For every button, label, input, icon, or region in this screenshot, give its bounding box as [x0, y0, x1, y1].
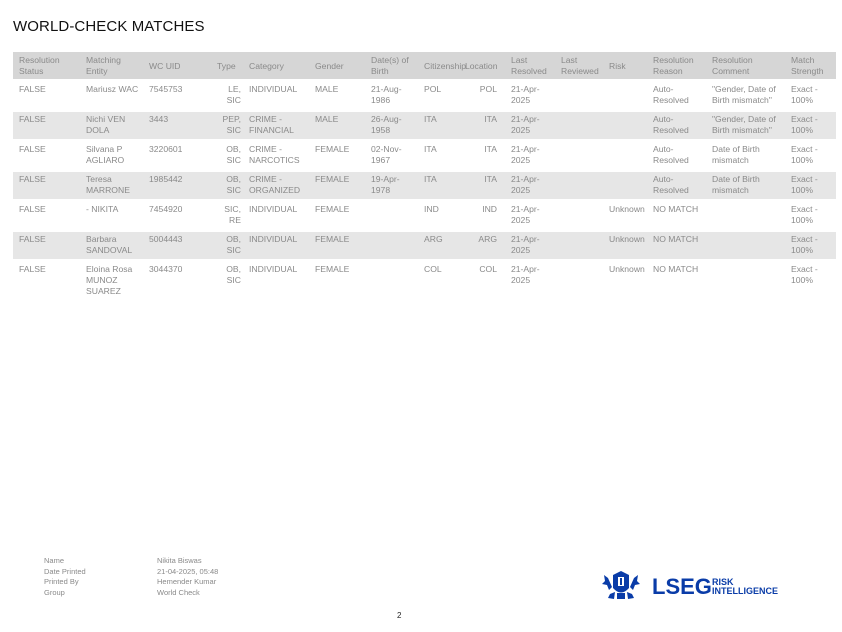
logo-line2: INTELLIGENCE — [712, 586, 779, 596]
footer-label-printed-by: Printed By — [44, 577, 79, 586]
cell-match-strength: Exact - 100% — [791, 144, 818, 165]
table-row — [13, 142, 836, 169]
cell-wc-uid: 5004443 — [143, 232, 211, 259]
header-last-reviewed: Last Reviewed — [555, 52, 603, 79]
cell-match-strength: Exact - 100% — [785, 172, 836, 199]
cell-category: CRIME - NARCOTICS — [249, 144, 300, 165]
cell-location: IND — [482, 204, 497, 214]
cell-last-reviewed — [555, 172, 603, 199]
cell-matching-entity: Barbara SANDOVAL — [80, 232, 143, 259]
table-row — [13, 232, 836, 259]
cell-dob — [365, 202, 418, 229]
header-type: Type — [211, 52, 243, 79]
logo-brand: LSEG — [652, 574, 712, 599]
cell-last-reviewed — [555, 142, 603, 169]
header-last-resolved: Last Resolved — [505, 52, 555, 79]
cell-wc-uid: 1985442 — [143, 172, 211, 199]
cell-type: PEP, SIC — [211, 112, 243, 139]
cell-last-reviewed — [555, 82, 603, 109]
cell-category: CRIME - ORGANIZED — [243, 172, 309, 199]
cell-wc-uid: 3443 — [143, 112, 211, 139]
cell-category: INDIVIDUAL — [249, 204, 298, 214]
cell-resolution-comment — [706, 232, 785, 259]
cell-gender: FEMALE — [309, 172, 365, 199]
cell-resolution-status: FALSE — [13, 112, 80, 139]
table-row — [13, 82, 836, 109]
crest-icon — [602, 571, 640, 599]
page-number: 2 — [397, 611, 402, 620]
cell-category: INDIVIDUAL — [249, 264, 298, 274]
cell-matching-entity: - NIKITA — [86, 204, 119, 214]
cell-resolution-reason: Auto-Resolved — [653, 144, 689, 165]
header-gender: Gender — [309, 52, 365, 79]
cell-citizenship: COL — [424, 264, 442, 274]
header-matching-entity: Matching Entity — [80, 52, 143, 79]
header-wc-uid: WC UID — [143, 52, 211, 79]
cell-resolution-reason: NO MATCH — [653, 204, 699, 214]
cell-last-resolved: 21-Apr-2025 — [511, 264, 540, 285]
cell-type: OB, SIC — [226, 144, 241, 165]
footer-value-group: World Check — [157, 587, 200, 597]
cell-resolution-comment: Date of Birth mismatch — [712, 144, 760, 165]
cell-resolution-reason: Auto-Resolved — [653, 84, 689, 105]
cell-match-strength: Exact - 100% — [791, 264, 818, 285]
cell-location: ITA — [459, 112, 505, 139]
cell-gender: FEMALE — [315, 144, 350, 154]
cell-matching-entity: Eloina Rosa MUNOZ SUAREZ — [86, 264, 133, 296]
cell-dob: 21-Aug-1986 — [371, 84, 402, 105]
cell-resolution-status: FALSE — [13, 172, 80, 199]
header-location: Location — [459, 52, 505, 79]
cell-dob: 19-Apr-1978 — [365, 172, 418, 199]
header-citizenship: Citizenship — [418, 52, 459, 79]
cell-resolution-reason: Auto-Resolved — [647, 172, 706, 199]
logo-line1: RISK — [712, 577, 734, 587]
cell-risk: Unknown — [609, 204, 645, 214]
footer-value-date: 21-04-2025, 05:48 — [157, 566, 219, 576]
table-row — [13, 172, 836, 199]
cell-gender: MALE — [315, 84, 339, 94]
cell-dob — [365, 262, 418, 300]
header-match-strength: Match Strength — [785, 52, 836, 79]
cell-last-resolved: 21-Apr-2025 — [505, 172, 555, 199]
footer-value-printed-by: Hemender Kumar — [157, 577, 217, 586]
world-check-matches-table — [13, 49, 836, 303]
cell-match-strength: Exact - 100% — [791, 204, 818, 225]
table-header-row — [13, 52, 836, 79]
table-row — [13, 112, 836, 139]
cell-last-resolved: 21-Apr-2025 — [511, 144, 540, 165]
cell-wc-uid: 3220601 — [149, 144, 183, 154]
cell-resolution-comment: "Gender, Date of Birth mismatch" — [712, 84, 776, 105]
footer-label-date: Date Printed — [44, 566, 86, 576]
cell-type: OB, SIC — [226, 264, 241, 285]
cell-location: COL — [479, 264, 497, 274]
cell-matching-entity: Mariusz WAC — [86, 84, 139, 94]
cell-last-reviewed — [555, 232, 603, 259]
cell-last-resolved: 21-Apr-2025 — [505, 112, 555, 139]
cell-category: INDIVIDUAL — [243, 232, 309, 259]
cell-location: ARG — [459, 232, 505, 259]
cell-resolution-status: FALSE — [19, 204, 46, 214]
cell-location: ITA — [459, 172, 505, 199]
cell-risk: Unknown — [603, 232, 647, 259]
header-risk: Risk — [603, 52, 647, 79]
print-info — [44, 556, 218, 598]
cell-last-reviewed — [555, 112, 603, 139]
cell-resolution-status: FALSE — [19, 264, 46, 274]
cell-resolution-comment — [706, 262, 785, 300]
cell-dob: 02-Nov-1967 — [371, 144, 402, 165]
cell-type: OB, SIC — [211, 232, 243, 259]
cell-gender: FEMALE — [309, 232, 365, 259]
page-title: WORLD-CHECK MATCHES — [13, 18, 205, 35]
header-resolution-reason: Resolution Reason — [647, 52, 706, 79]
cell-match-strength: Exact - 100% — [791, 84, 818, 105]
cell-category: INDIVIDUAL — [249, 84, 298, 94]
cell-wc-uid: 7545753 — [149, 84, 183, 94]
cell-resolution-reason: Auto-Resolved — [647, 112, 706, 139]
footer-label-name: Name — [44, 556, 65, 565]
cell-last-reviewed — [555, 262, 603, 300]
header-dob: Date(s) of Birth — [365, 52, 418, 79]
table-row — [13, 202, 836, 229]
cell-citizenship: ITA — [424, 144, 437, 154]
cell-risk — [603, 142, 647, 169]
cell-type: SIC, RE — [224, 204, 241, 225]
cell-last-resolved: 21-Apr-2025 — [511, 84, 540, 105]
footer-label-group: Group — [44, 587, 65, 597]
cell-risk — [603, 172, 647, 199]
header-resolution-status: Resolution Status — [13, 52, 80, 79]
cell-citizenship: IND — [424, 204, 439, 214]
cell-gender: MALE — [309, 112, 365, 139]
cell-last-reviewed — [555, 202, 603, 229]
cell-location: POL — [479, 84, 497, 94]
cell-gender: FEMALE — [315, 264, 350, 274]
cell-resolution-comment: "Gender, Date of Birth mismatch" — [706, 112, 785, 139]
cell-risk — [603, 82, 647, 109]
cell-matching-entity: Silvana P AGLIARO — [86, 144, 125, 165]
cell-gender: FEMALE — [315, 204, 350, 214]
cell-resolution-status: FALSE — [13, 232, 80, 259]
lseg-risk-intelligence-logo — [602, 570, 782, 602]
cell-resolution-comment: Date of Birth mismatch — [706, 172, 785, 199]
cell-resolution-comment — [706, 202, 785, 229]
cell-last-resolved: 21-Apr-2025 — [505, 232, 555, 259]
cell-last-resolved: 21-Apr-2025 — [511, 204, 540, 225]
cell-dob — [365, 232, 418, 259]
cell-wc-uid: 3044370 — [149, 264, 183, 274]
cell-risk: Unknown — [609, 264, 645, 274]
cell-resolution-status: FALSE — [19, 144, 46, 154]
footer-value-name: Nikita Biswas — [157, 556, 202, 565]
cell-category: CRIME - FINANCIAL — [243, 112, 309, 139]
cell-risk — [603, 112, 647, 139]
cell-resolution-reason: NO MATCH — [653, 264, 699, 274]
cell-match-strength: Exact - 100% — [785, 232, 836, 259]
cell-matching-entity: Nichi VEN DOLA — [80, 112, 143, 139]
cell-citizenship: POL — [424, 84, 442, 94]
cell-type: OB, SIC — [211, 172, 243, 199]
cell-resolution-reason: NO MATCH — [647, 232, 706, 259]
cell-citizenship: ITA — [418, 112, 459, 139]
cell-wc-uid: 7454920 — [149, 204, 183, 214]
cell-match-strength: Exact - 100% — [785, 112, 836, 139]
cell-type: LE, SIC — [226, 84, 241, 105]
cell-dob: 26-Aug-1958 — [365, 112, 418, 139]
header-resolution-comment: Resolution Comment — [706, 52, 785, 79]
cell-resolution-status: FALSE — [19, 84, 46, 94]
cell-location: ITA — [484, 144, 497, 154]
cell-matching-entity: Teresa MARRONE — [80, 172, 143, 199]
cell-citizenship: ITA — [418, 172, 459, 199]
cell-citizenship: ARG — [418, 232, 459, 259]
header-category: Category — [243, 52, 309, 79]
table-row — [13, 262, 836, 300]
